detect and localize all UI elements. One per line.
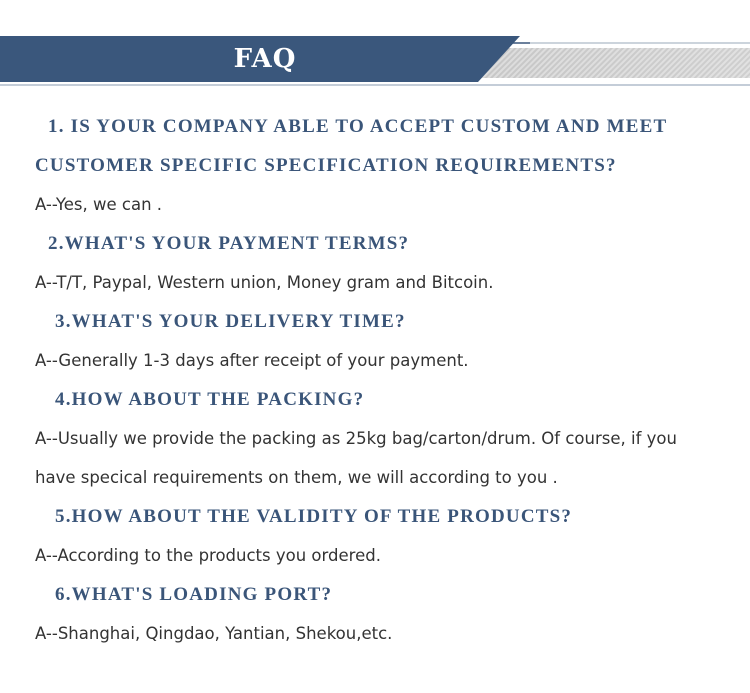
faq-question-6: 6.WHAT'S LOADING PORT? bbox=[55, 584, 333, 605]
faq-answer-5: A--According to the products you ordered. bbox=[35, 546, 381, 565]
faq-answer-4-line-1: A--Usually we provide the packing as 25kg bag/carton/drum. Of course, if you bbox=[35, 429, 677, 448]
faq-answer-4-line-2: have specical requirements on them, we will according to you . bbox=[35, 468, 558, 487]
faq-list bbox=[0, 107, 750, 653]
faq-answer-3: A--Generally 1-3 days after receipt of your payment. bbox=[35, 351, 469, 370]
faq-question-1-line-2: CUSTOMER SPECIFIC SPECIFICATION REQUIREMENTS? bbox=[35, 155, 617, 176]
page-title: FAQ bbox=[233, 44, 297, 74]
faq-question-2: 2.WHAT'S YOUR PAYMENT TERMS? bbox=[48, 233, 410, 254]
faq-answer-2: A--T/T, Paypal, Western union, Money gram and Bitcoin. bbox=[35, 273, 494, 292]
faq-answer-1: A--Yes, we can . bbox=[35, 195, 163, 214]
faq-question-4: 4.HOW ABOUT THE PACKING? bbox=[55, 389, 365, 410]
faq-question-1-line-1: 1. IS YOUR COMPANY ABLE TO ACCEPT CUSTOM AND MEET bbox=[48, 116, 668, 137]
faq-header-banner bbox=[0, 36, 750, 86]
faq-question-3: 3.WHAT'S YOUR DELIVERY TIME? bbox=[55, 311, 406, 332]
faq-answer-6: A--Shanghai, Qingdao, Yantian, Shekou,etc. bbox=[35, 624, 393, 643]
faq-question-5: 5.HOW ABOUT THE VALIDITY OF THE PRODUCTS? bbox=[55, 506, 573, 527]
